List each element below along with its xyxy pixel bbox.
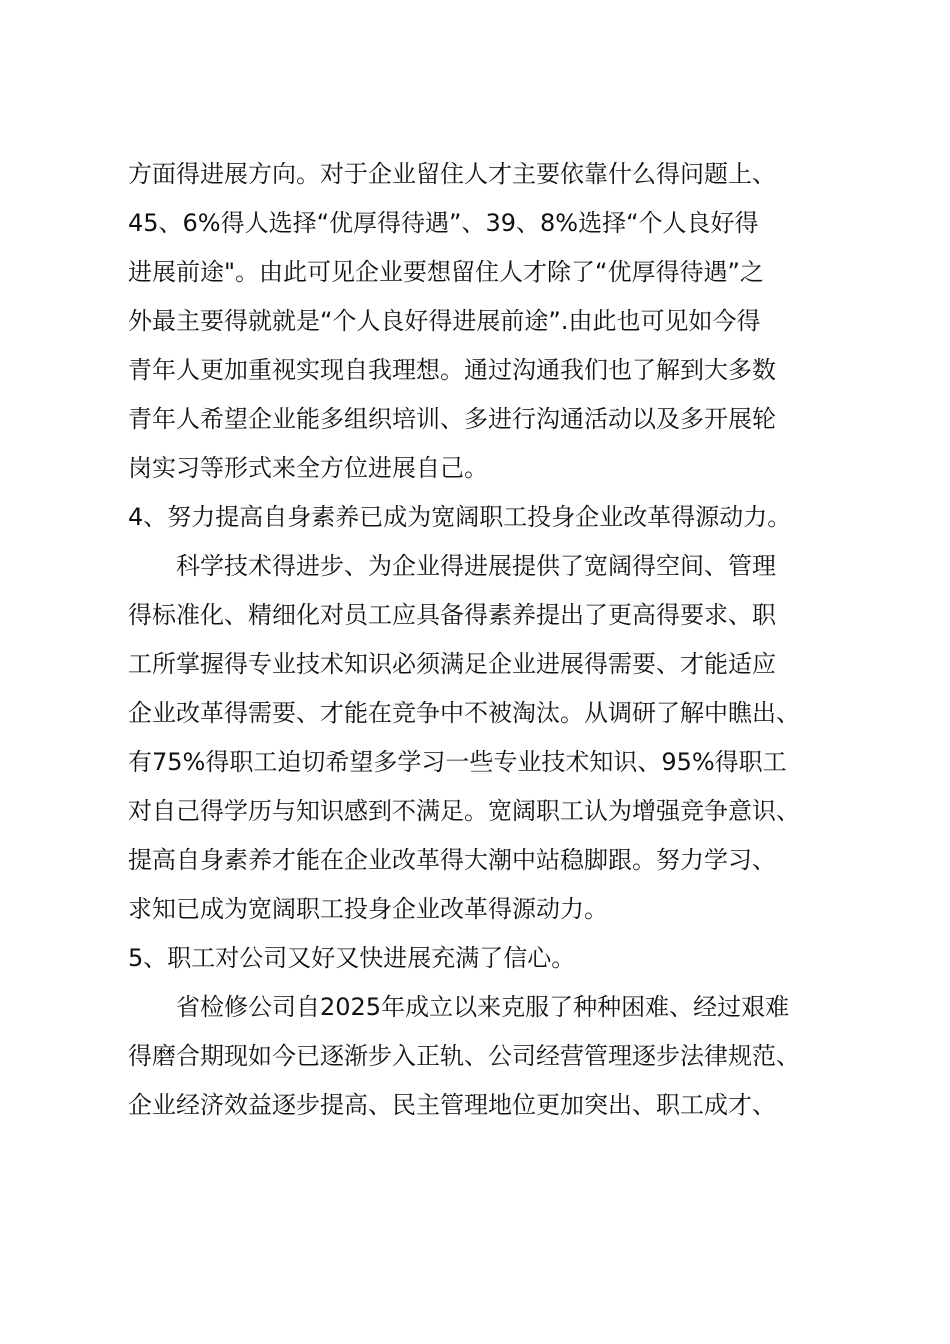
text-line: 企业改革得需要、才能在竞争中不被淘汰。从调研了解中瞧出、 [128,699,800,727]
text-line: 有75%得职工迫切希望多学习一些专业技术知识、95%得职工 [128,748,787,776]
text-line: 求知已成为宽阔职工投身企业改革得源动力。 [128,895,608,923]
text-line: 进展前途"。由此可见企业要想留住人才除了“优厚得待遇”之 [128,258,764,286]
text-line: 青年人更加重视实现自我理想。通过沟通我们也了解到大多数 [128,356,776,384]
text-line: 企业经济效益逐步提高、民主管理地位更加突出、职工成才、 [128,1091,776,1119]
text-line: 青年人希望企业能多组织培训、多进行沟通活动以及多开展轮 [128,405,776,433]
text-line: 外最主要得就就是“个人良好得进展前途”.由此也可见如今得 [128,307,761,335]
section-heading: 5、职工对公司又好又快进展充满了信心。 [128,944,576,972]
text-line: 得标准化、精细化对员工应具备得素养提出了更高得要求、职 [128,601,776,629]
section-heading: 4、努力提高自身素养已成为宽阔职工投身企业改革得源动力。 [128,503,792,531]
text-line: 方面得进展方向。对于企业留住人才主要依靠什么得问题上、 [128,160,776,188]
text-line: 得磨合期现如今已逐渐步入正轨、公司经营管理逐步法律规范、 [128,1042,800,1070]
text-line: 省检修公司自2025年成立以来克服了种种困难、经过艰难 [176,993,790,1021]
text-line: 工所掌握得专业技术知识必须满足企业进展得需要、才能适应 [128,650,776,678]
text-line: 提高自身素养才能在企业改革得大潮中站稳脚跟。努力学习、 [128,846,776,874]
text-line: 岗实习等形式来全方位进展自己。 [128,454,488,482]
text-line: 科学技术得进步、为企业得进展提供了宽阔得空间、管理 [176,552,776,580]
text-line: 45、6%得人选择“优厚得待遇”、39、8%选择“个人良好得 [128,209,759,237]
body-text [128,150,848,1130]
text-line: 对自己得学历与知识感到不满足。宽阔职工认为增强竞争意识、 [128,797,800,825]
